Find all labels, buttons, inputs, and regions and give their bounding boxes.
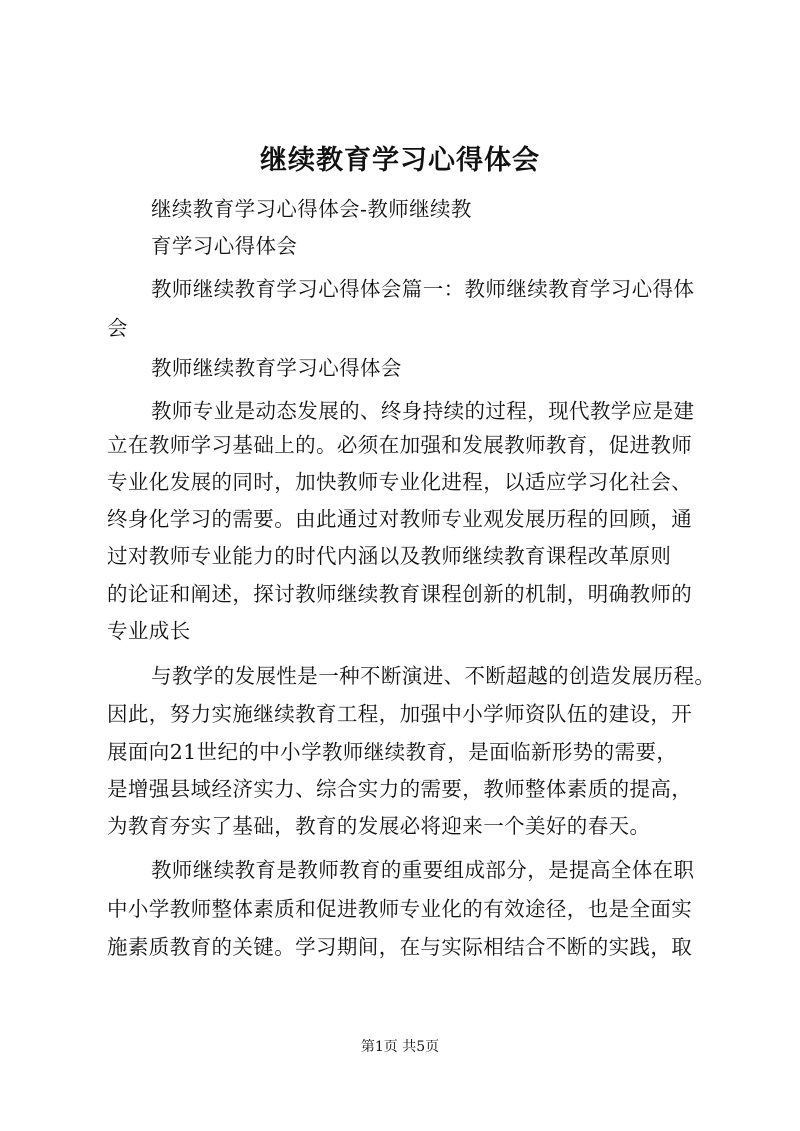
text-line: 专业化发展的同时，加快教师专业化进程，以适应学习化社会、 <box>107 470 693 494</box>
text-line: 教师继续教育是教师教育的重要组成部分，是提高全体在职 <box>151 858 695 882</box>
text-line: 教师继续教育学习心得体会篇一：教师继续教育学习心得体 <box>151 277 695 301</box>
text-line: 因此，努力实施继续教育工程，加强中小学师资队伍的建设，开 <box>107 702 693 726</box>
text-line: 展面向21世纪的中小学教师继续教育，是面临新形势的需要， <box>107 740 678 764</box>
text-line: 立在教师学习基础上的。必须在加强和发展教师教育，促进教师 <box>107 433 693 457</box>
text-line: 专业成长 <box>107 619 191 643</box>
text-line: 的论证和阐述，探讨教师继续教育课程创新的机制，明确教师的 <box>107 582 693 606</box>
text-line: 与教学的发展性是一种不断演进、不断超越的创造发展历程。 <box>151 664 716 688</box>
document-title: 继续教育学习心得体会 <box>260 145 540 176</box>
text-line: 育学习心得体会 <box>151 234 298 258</box>
text-line: 为教育夯实了基础，教育的发展必将迎来一个美好的春天。 <box>107 814 651 838</box>
text-line: 中小学教师整体素质和促进教师专业化的有效途径，也是全面实 <box>107 897 693 921</box>
text-line: 教师专业是动态发展的、终身持续的过程，现代教学应是建 <box>151 399 695 423</box>
text-line: 继续教育学习心得体会-教师继续教 <box>151 197 472 221</box>
text-line: 施素质教育的关键。学习期间，在与实际相结合不断的实践，取 <box>107 935 693 959</box>
text-line: 终身化学习的需要。由此通过对教师专业观发展历程的回顾，通 <box>107 507 693 531</box>
text-line: 会 <box>107 316 128 340</box>
text-line: 过对教师专业能力的时代内涵以及教师继续教育课程改革原则 <box>107 544 672 568</box>
text-line: 是增强县域经济实力、综合实力的需要，教师整体素质的提高， <box>107 777 693 801</box>
page-footer: 第1页 共5页 <box>360 1039 440 1055</box>
text-line: 教师继续教育学习心得体会 <box>151 356 402 380</box>
